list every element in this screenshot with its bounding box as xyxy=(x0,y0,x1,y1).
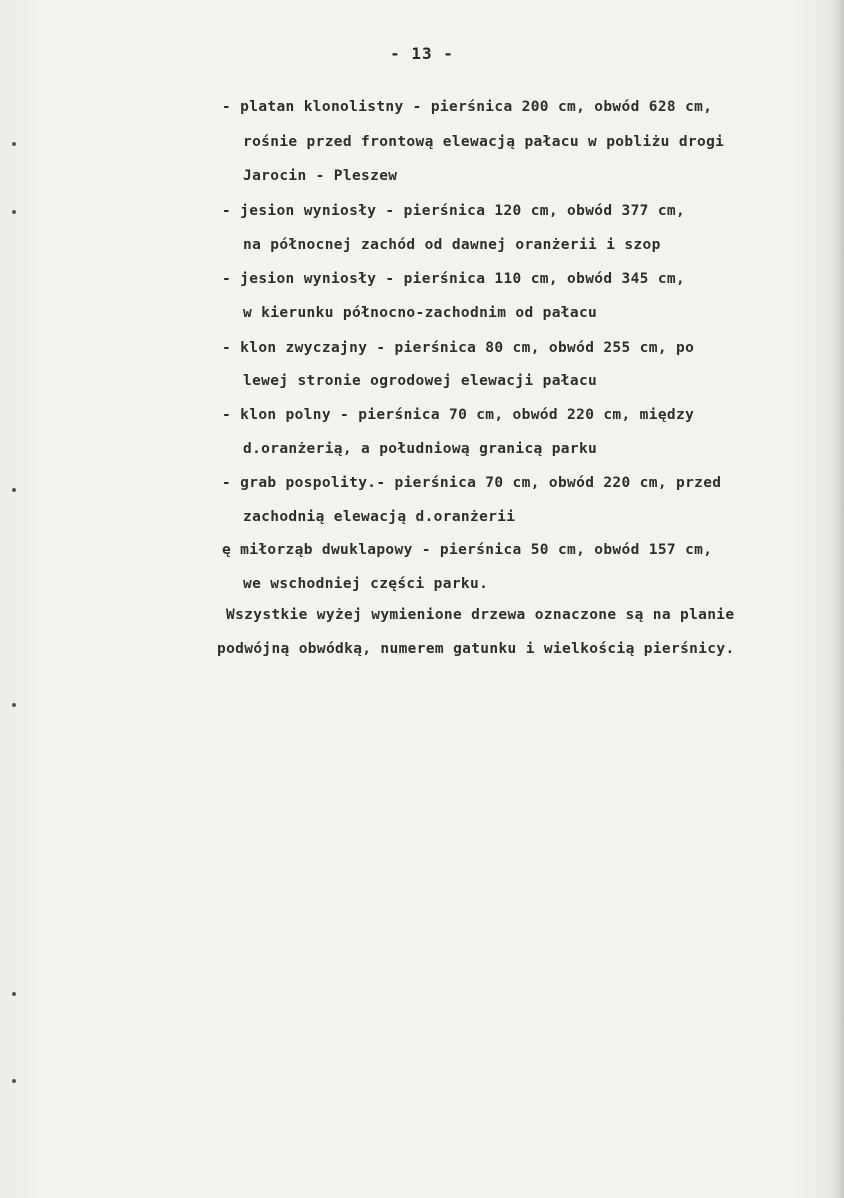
closing-text-line: podwójną obwódką, numerem gatunku i wielkością pierśnicy. xyxy=(217,641,735,657)
page-edge-shadow xyxy=(830,0,844,1198)
tree-item-line: - jesion wyniosły - pierśnica 120 cm, obwód 377 cm, xyxy=(222,203,686,219)
tree-item-line: d.oranżerią, a południową granicą parku xyxy=(243,441,598,457)
margin-mark xyxy=(12,210,16,214)
page-number: - 13 - xyxy=(390,44,454,63)
margin-mark xyxy=(12,488,16,492)
tree-item-line: - platan klonolistny - pierśnica 200 cm, obwód 628 cm, xyxy=(222,99,713,115)
tree-item-line: Jarocin - Pleszew xyxy=(243,168,398,184)
tree-item-line: - jesion wyniosły - pierśnica 110 cm, obwód 345 cm, xyxy=(222,271,686,287)
tree-item-line: - grab pospolity.- pierśnica 70 cm, obwód 220 cm, przed xyxy=(222,475,722,491)
closing-text-line: Wszystkie wyżej wymienione drzewa oznaczone są na planie xyxy=(226,607,735,623)
tree-item-line: rośnie przed frontową elewacją pałacu w pobliżu drogi xyxy=(243,134,725,150)
margin-mark xyxy=(12,142,16,146)
tree-item-line: we wschodniej części parku. xyxy=(243,576,489,592)
margin-mark xyxy=(12,703,16,707)
tree-item-line: na północnej zachód od dawnej oranżerii i szop xyxy=(243,237,661,253)
margin-mark xyxy=(12,992,16,996)
tree-item-line: w kierunku północno-zachodnim od pałacu xyxy=(243,305,598,321)
tree-item-line: - klon zwyczajny - pierśnica 80 cm, obwód 255 cm, po xyxy=(222,340,695,356)
tree-item-line: ę miłorząb dwuklapowy - pierśnica 50 cm, obwód 157 cm, xyxy=(222,542,713,558)
margin-mark xyxy=(12,1079,16,1083)
tree-item-line: zachodnią elewacją d.oranżerii xyxy=(243,509,516,525)
tree-item-line: lewej stronie ogrodowej elewacji pałacu xyxy=(243,373,598,389)
tree-item-line: - klon polny - pierśnica 70 cm, obwód 220 cm, między xyxy=(222,407,695,423)
